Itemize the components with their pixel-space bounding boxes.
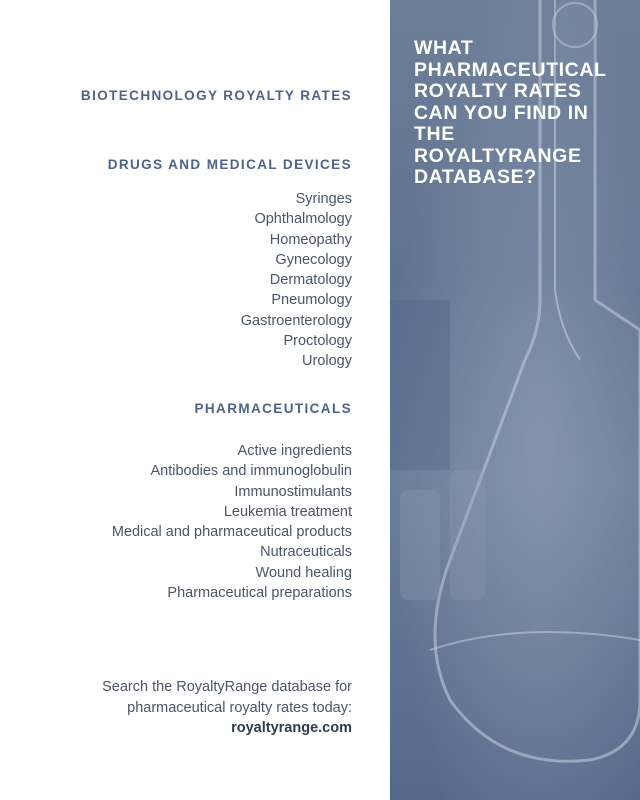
headline-line: WHAT — [414, 37, 474, 59]
list-item: Gastroenterology — [240, 312, 352, 329]
list-item: Homeopathy — [269, 231, 352, 248]
headline-line: DATABASE? — [414, 166, 537, 188]
footer-cta — [102, 677, 352, 739]
list-item: Gynecology — [275, 251, 352, 268]
list-item: Dermatology — [269, 272, 352, 289]
list-item: Immunostimulants — [234, 483, 352, 500]
list-item: Ophthalmology — [254, 211, 352, 228]
photo-panel — [390, 0, 640, 800]
footer-line: pharmaceutical royalty rates today: — [127, 699, 352, 716]
list-item: Pneumology — [271, 292, 352, 309]
drugs-list — [241, 189, 352, 372]
website-link[interactable]: royaltyrange.com — [231, 720, 352, 736]
list-item: Syringes — [295, 191, 352, 207]
headline-line: THE — [414, 123, 455, 145]
list-item: Nutraceuticals — [260, 544, 352, 561]
list-item: Active ingredients — [237, 443, 352, 459]
list-item: Pharmaceutical preparations — [167, 585, 352, 602]
biotech-heading: BIOTECHNOLOGY ROYALTY RATES — [80, 88, 352, 103]
list-item: Wound healing — [255, 564, 352, 581]
headline-line: CAN YOU FIND IN — [414, 101, 589, 124]
footer-line: Search the RoyaltyRange database for — [102, 679, 352, 695]
drugs-heading: DRUGS AND MEDICAL DEVICES — [107, 157, 352, 172]
list-item: Leukemia treatment — [223, 503, 352, 520]
headline-line: ROYALTYRANGE — [414, 144, 582, 167]
pharma-list — [112, 441, 352, 603]
headline-line: ROYALTY RATES — [414, 80, 582, 102]
list-item: Antibodies and immunoglobulin — [150, 463, 352, 480]
list-item: Medical and pharmaceutical products — [111, 524, 352, 541]
pharma-heading: PHARMACEUTICALS — [194, 401, 352, 416]
headline-line: PHARMACEUTICAL — [414, 58, 607, 81]
list-item: Urology — [302, 353, 352, 370]
list-item: Proctology — [283, 333, 352, 350]
headline — [414, 38, 629, 189]
